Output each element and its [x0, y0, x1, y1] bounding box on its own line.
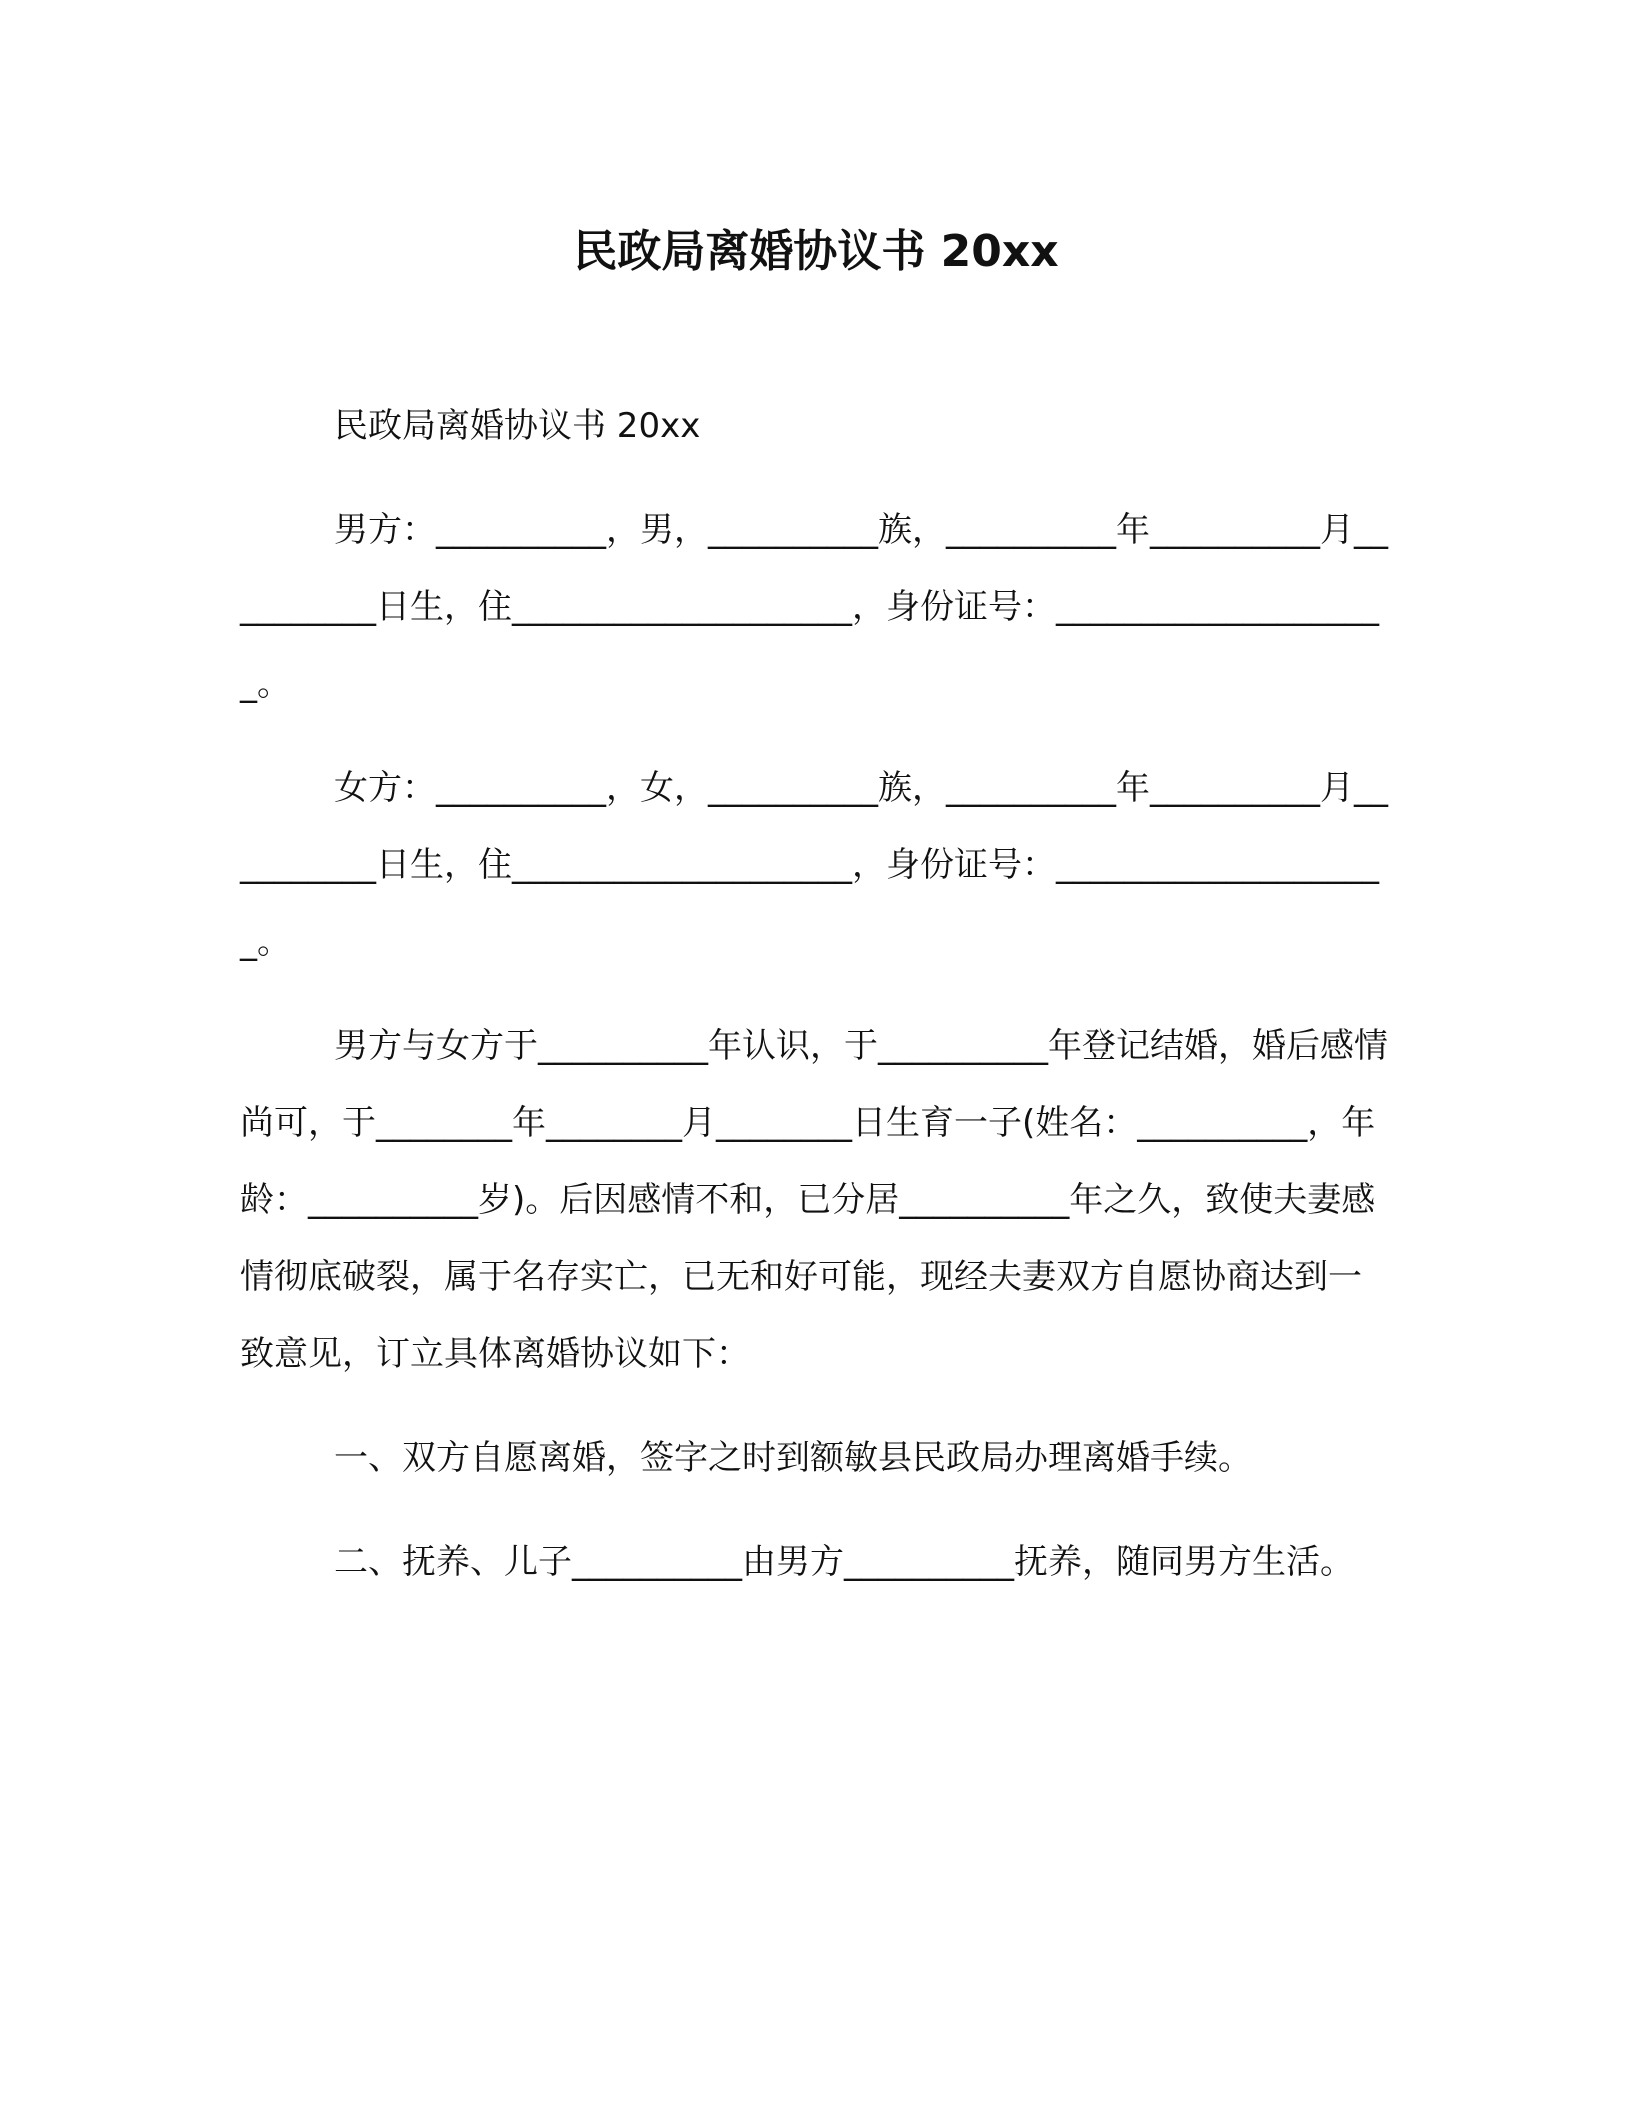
- male-party-paragraph: 男方：__________，男，__________族，__________年__________月__________日生，住____________________，身份证号：____________________。: [240, 510, 1388, 704]
- document-title: 民政局离婚协议书 20xx: [573, 226, 1059, 277]
- clause-two-paragraph: 二、抚养、儿子__________由男方__________抚养，随同男方生活。: [334, 1542, 1354, 1582]
- document-body: [240, 388, 1392, 1628]
- clause-one-paragraph: 一、双方自愿离婚，签字之时到额敏县民政局办理离婚手续。: [334, 1438, 1252, 1478]
- subtitle-paragraph: 民政局离婚协议书 20xx: [334, 406, 701, 446]
- background-paragraph: 男方与女方于__________年认识，于__________年登记结婚，婚后感情尚可，于________年________月________日生育一子(姓名：__________，年龄：__________岁)。后因感情不和，已分居__________年之久，致使夫妻感情彻底破裂，属于名存实亡，已无和好可能，现经夫妻双方自愿协商达到一致意见，订立具体离婚协议如下：: [240, 1026, 1388, 1374]
- female-party-paragraph: 女方：__________，女，__________族，__________年__________月__________日生，住____________________，身份证号：____________________。: [240, 768, 1388, 962]
